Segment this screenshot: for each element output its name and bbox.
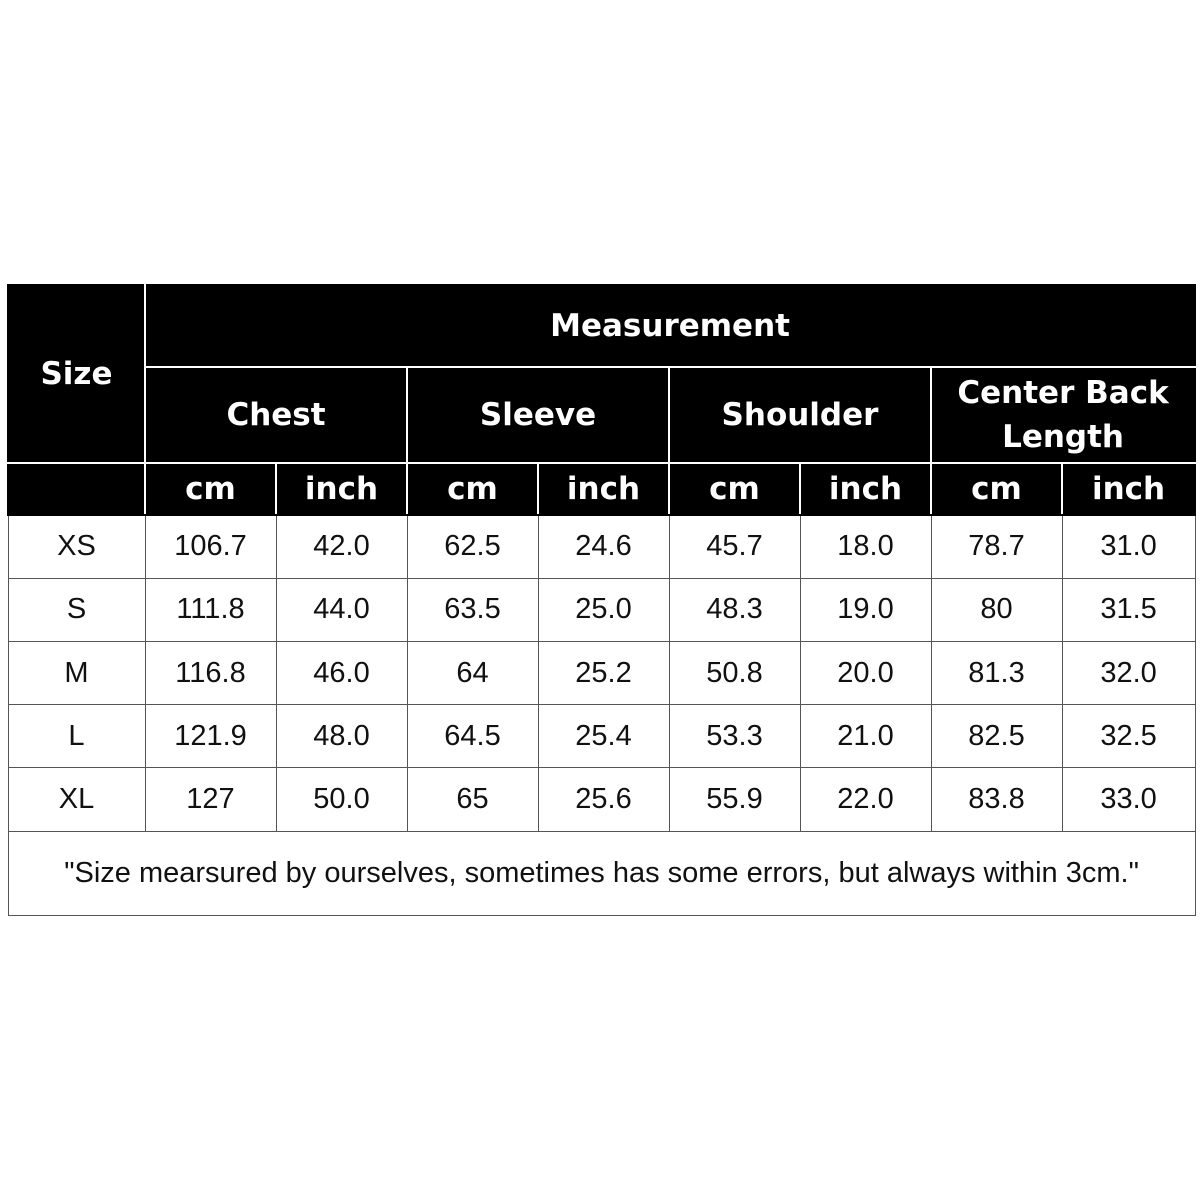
table-cell: 78.7 [931, 515, 1062, 578]
unit-header: inch [538, 463, 669, 515]
table-cell: 121.9 [145, 705, 276, 768]
table-cell: 21.0 [800, 705, 931, 768]
table-cell: 32.5 [1062, 705, 1195, 768]
table-cell: 50.8 [669, 641, 800, 704]
chest-header: Chest [145, 367, 407, 463]
table-cell: 46.0 [276, 641, 407, 704]
size-label: XS [8, 515, 145, 578]
table-row [8, 641, 1195, 704]
table-cell: 20.0 [800, 641, 931, 704]
table-cell: 64.5 [407, 705, 538, 768]
center-back-length-line2: Length [1002, 419, 1125, 455]
table-cell: 55.9 [669, 768, 800, 831]
table-cell: 31.5 [1062, 578, 1195, 641]
table-row [8, 578, 1195, 641]
size-label: L [8, 705, 145, 768]
table-cell: 106.7 [145, 515, 276, 578]
table-cell: 116.8 [145, 641, 276, 704]
table-cell: 82.5 [931, 705, 1062, 768]
table-cell: 48.0 [276, 705, 407, 768]
table-row [8, 768, 1195, 831]
table-cell: 80 [931, 578, 1062, 641]
table-row [8, 515, 1195, 578]
table-cell: 22.0 [800, 768, 931, 831]
table-cell: 111.8 [145, 578, 276, 641]
table-cell: 42.0 [276, 515, 407, 578]
size-unit-blank [8, 463, 145, 515]
center-back-length-header [931, 367, 1195, 463]
unit-header: inch [276, 463, 407, 515]
table-header [8, 285, 1195, 515]
measurement-note: "Size mearsured by ourselves, sometimes has some errors, but always within 3cm." [8, 831, 1195, 915]
table-cell: 64 [407, 641, 538, 704]
unit-header: cm [669, 463, 800, 515]
table-cell: 44.0 [276, 578, 407, 641]
table-cell: 65 [407, 768, 538, 831]
center-back-length-line1: Center Back [957, 375, 1169, 411]
unit-header: inch [1062, 463, 1195, 515]
table-cell: 18.0 [800, 515, 931, 578]
table-cell: 45.7 [669, 515, 800, 578]
table-cell: 53.3 [669, 705, 800, 768]
shoulder-header: Shoulder [669, 367, 931, 463]
table-cell: 83.8 [931, 768, 1062, 831]
size-label: S [8, 578, 145, 641]
table-cell: 48.3 [669, 578, 800, 641]
table-cell: 81.3 [931, 641, 1062, 704]
table-row [8, 705, 1195, 768]
table-cell: 63.5 [407, 578, 538, 641]
note-row [8, 831, 1195, 915]
table-cell: 31.0 [1062, 515, 1195, 578]
size-chart-table [7, 284, 1196, 916]
table-cell: 25.0 [538, 578, 669, 641]
table-cell: 62.5 [407, 515, 538, 578]
table-cell: 25.4 [538, 705, 669, 768]
unit-header: cm [145, 463, 276, 515]
table-cell: 33.0 [1062, 768, 1195, 831]
unit-header: cm [931, 463, 1062, 515]
table-cell: 50.0 [276, 768, 407, 831]
size-label: M [8, 641, 145, 704]
size-label: XL [8, 768, 145, 831]
unit-header: cm [407, 463, 538, 515]
size-column-header: Size [8, 285, 145, 463]
table-cell: 25.6 [538, 768, 669, 831]
table-cell: 127 [145, 768, 276, 831]
table-cell: 19.0 [800, 578, 931, 641]
table-cell: 25.2 [538, 641, 669, 704]
table-cell: 24.6 [538, 515, 669, 578]
table-body [8, 515, 1195, 916]
unit-header: inch [800, 463, 931, 515]
sleeve-header: Sleeve [407, 367, 669, 463]
table-cell: 32.0 [1062, 641, 1195, 704]
measurement-header: Measurement [145, 285, 1195, 367]
